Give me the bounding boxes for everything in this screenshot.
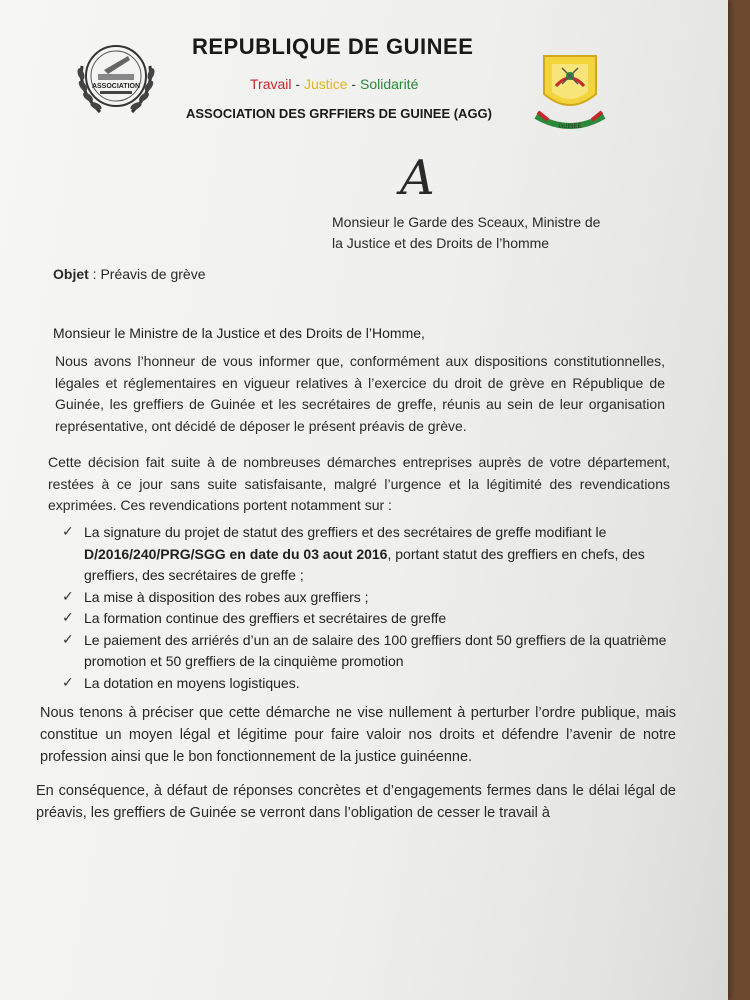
- list-item: [62, 673, 674, 695]
- document-title: REPUBLIQUE DE GUINEE: [192, 34, 474, 59]
- check-icon: ✓: [62, 610, 74, 626]
- demand-1-text-a: La signature du projet de statut des greffiers et des secrétaires de greffe modifiant le: [84, 524, 607, 540]
- subject-line: [53, 266, 206, 282]
- demand-5-text: La dotation en moyens logistiques.: [84, 674, 300, 691]
- addressee-line-2: la Justice et des Droits de l’homme: [332, 235, 550, 251]
- demand-2-text: La mise à disposition des robes aux greffiers ;: [84, 588, 369, 605]
- check-icon: ✓: [62, 674, 74, 691]
- subject-label: Objet: [53, 266, 89, 282]
- check-icon: ✓: [62, 588, 74, 605]
- list-item: [62, 522, 674, 587]
- seal-left-text: ASSOCIATION: [91, 83, 141, 90]
- demands-list: [62, 522, 674, 694]
- national-motto: [250, 76, 418, 92]
- motto-travail: Travail: [250, 76, 292, 92]
- association-name: ASSOCIATION DES GRFFIERS DE GUINEE (AGG): [186, 106, 493, 121]
- motto-solidarite: Solidarité: [359, 76, 419, 92]
- paragraph-intro: Nous avons l’honneur de vous informer que, conformément aux dispositions constitutionnelles, légales et réglementaires en vigueur relatives à l’exercice du droit de grève en République de Guinée, les greffiers de Guinée et les secrétaires de greffe, réunis au sein de leur organisation représentative, ont décidé de déposer le présent préavis de grève.: [55, 353, 665, 434]
- salutation: Monsieur le Ministre de la Justice et des Droits de l’Homme,: [53, 325, 425, 341]
- demand-4-text: Le paiement des arriérés d’un an de salaire des 100 greffiers dont 50 greffiers de la quatrième promotion et 50 greffiers de la cinquième promotion: [84, 631, 667, 669]
- list-item: [62, 630, 674, 673]
- motto-justice: Justice: [303, 76, 348, 92]
- motto-separator-2: -: [351, 76, 357, 92]
- paragraph-clarification: Nous tenons à préciser que cette démarche ne vise nullement à perturber l’ordre publique, mais constitue un moyen légal et légitime pour faire valoir nos droits et défendre l’avenir de notre profession ainsi que le bon fonctionnement de la justice guinéenne.: [40, 705, 676, 765]
- demand-1-text-c: , portant statut des greffiers en chefs, des greffiers, des secrétaires de greffe ;: [84, 545, 645, 583]
- subject-text: : Préavis de grève: [88, 266, 206, 282]
- addressee-line-1: Monsieur le Garde des Sceaux, Ministre de: [332, 214, 601, 230]
- addressee-letter-a: A: [400, 150, 435, 206]
- check-icon: ✓: [62, 631, 74, 648]
- check-icon: ✓: [62, 524, 74, 540]
- association-seal-logo: [70, 36, 162, 122]
- demand-1-decree: D/2016/240/PRG/SGG en date du 03 aout 2016: [84, 545, 388, 562]
- paragraph-context: Cette décision fait suite à de nombreuses démarches entreprises auprès de votre département, restées à ce jour sans suite satisfaisante, malgré l’urgence et la légitimité des revendications exprimées. Ces revendications portent notamment sur :: [48, 454, 670, 513]
- paragraph-consequence: En conséquence, à défaut de réponses concrètes et d’engagements fermes dans le délai légal de préavis, les greffiers de Guinée se verront dans l’obligation de cesser le travail à: [36, 783, 676, 821]
- list-item: [62, 608, 674, 630]
- demand-3-text: La formation continue des greffiers et secrétaires de greffe: [84, 610, 447, 626]
- motto-separator-1: -: [295, 76, 301, 92]
- seal-right-text: GUINEE: [558, 124, 582, 130]
- list-item: [62, 587, 674, 609]
- coat-of-arms-logo: [526, 46, 614, 132]
